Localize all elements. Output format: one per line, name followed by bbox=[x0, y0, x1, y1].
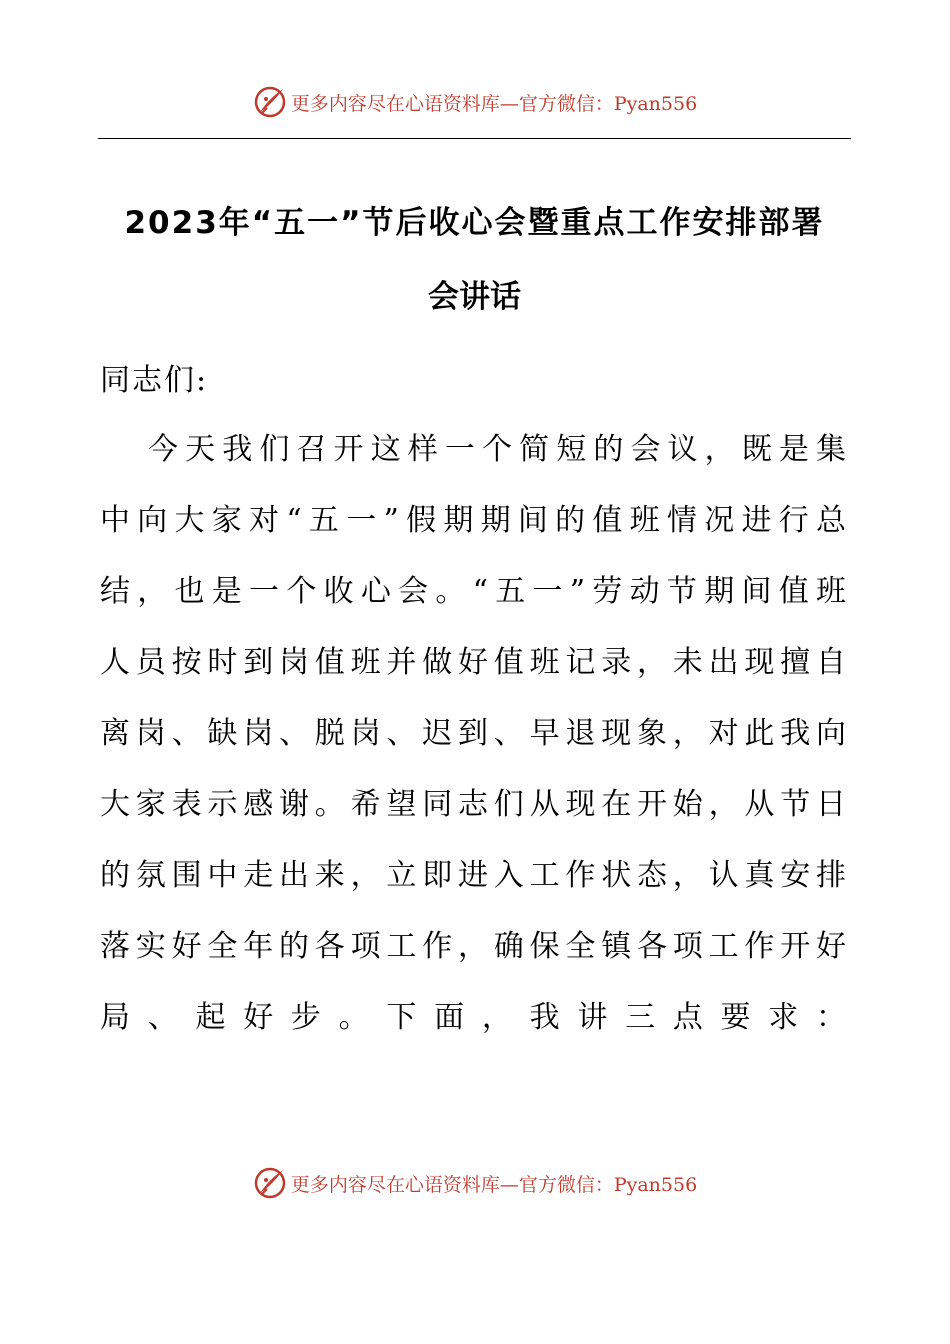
header-banner bbox=[0, 82, 950, 122]
paragraph-line: 落实好全年的各项工作，确保全镇各项工作开好 bbox=[100, 929, 850, 964]
title-line-1: 2023年“五一”节后收心会暨重点工作安排部署 bbox=[124, 205, 825, 241]
quill-pen-logo-icon bbox=[253, 85, 287, 119]
quill-pen-logo-icon bbox=[253, 1166, 287, 1200]
header-banner-text: 更多内容尽在心语资料库—官方微信：Pyan556 bbox=[290, 92, 698, 115]
paragraph-line: 结，也是一个收心会。“五一”劳动节期间值班 bbox=[100, 574, 850, 609]
header-divider bbox=[98, 138, 851, 139]
paragraph-line: 中向大家对“五一”假期期间的值班情况进行总 bbox=[100, 503, 850, 538]
paragraph-line: 局、起好步。下面，我讲三点要求： bbox=[100, 1000, 850, 1035]
paragraph-line: 的氛围中走出来，立即进入工作状态，认真安排 bbox=[100, 858, 850, 893]
title-line-2: 会讲话 bbox=[428, 279, 521, 315]
paragraph-line: 今天我们召开这样一个简短的会议，既是集 bbox=[148, 432, 850, 467]
paragraph-line: 人员按时到岗值班并做好值班记录，未出现擅自 bbox=[100, 645, 850, 680]
speech-paragraph bbox=[100, 420, 850, 1059]
salutation: 同志们: bbox=[100, 363, 209, 398]
footer-banner-text: 更多内容尽在心语资料库—官方微信：Pyan556 bbox=[290, 1173, 698, 1196]
paragraph-line: 离岗、缺岗、脱岗、迟到、早退现象，对此我向 bbox=[100, 716, 850, 751]
document-title bbox=[98, 186, 851, 334]
footer-banner bbox=[0, 1163, 950, 1203]
paragraph-line: 大家表示感谢。希望同志们从现在开始，从节日 bbox=[100, 787, 850, 822]
